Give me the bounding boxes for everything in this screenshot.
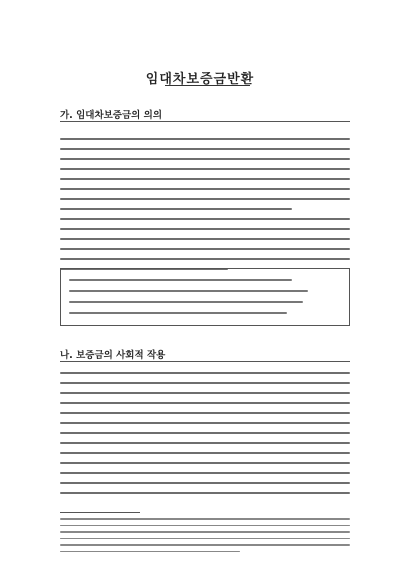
section-rule-2 xyxy=(60,361,350,362)
footnote-divider xyxy=(60,512,140,513)
title-underline xyxy=(165,85,250,86)
section-1-paragraph xyxy=(60,138,350,278)
footnote xyxy=(60,518,350,557)
example-claim-box xyxy=(60,268,350,326)
section-2-paragraph xyxy=(60,372,350,502)
document-title: 임대차보증금반환 xyxy=(145,72,255,87)
section-heading-1: 가. 임대차보증금의 의의 xyxy=(60,110,162,121)
section-heading-2: 나. 보증금의 사회적 작용 xyxy=(60,350,166,361)
section-rule-1 xyxy=(60,121,350,122)
